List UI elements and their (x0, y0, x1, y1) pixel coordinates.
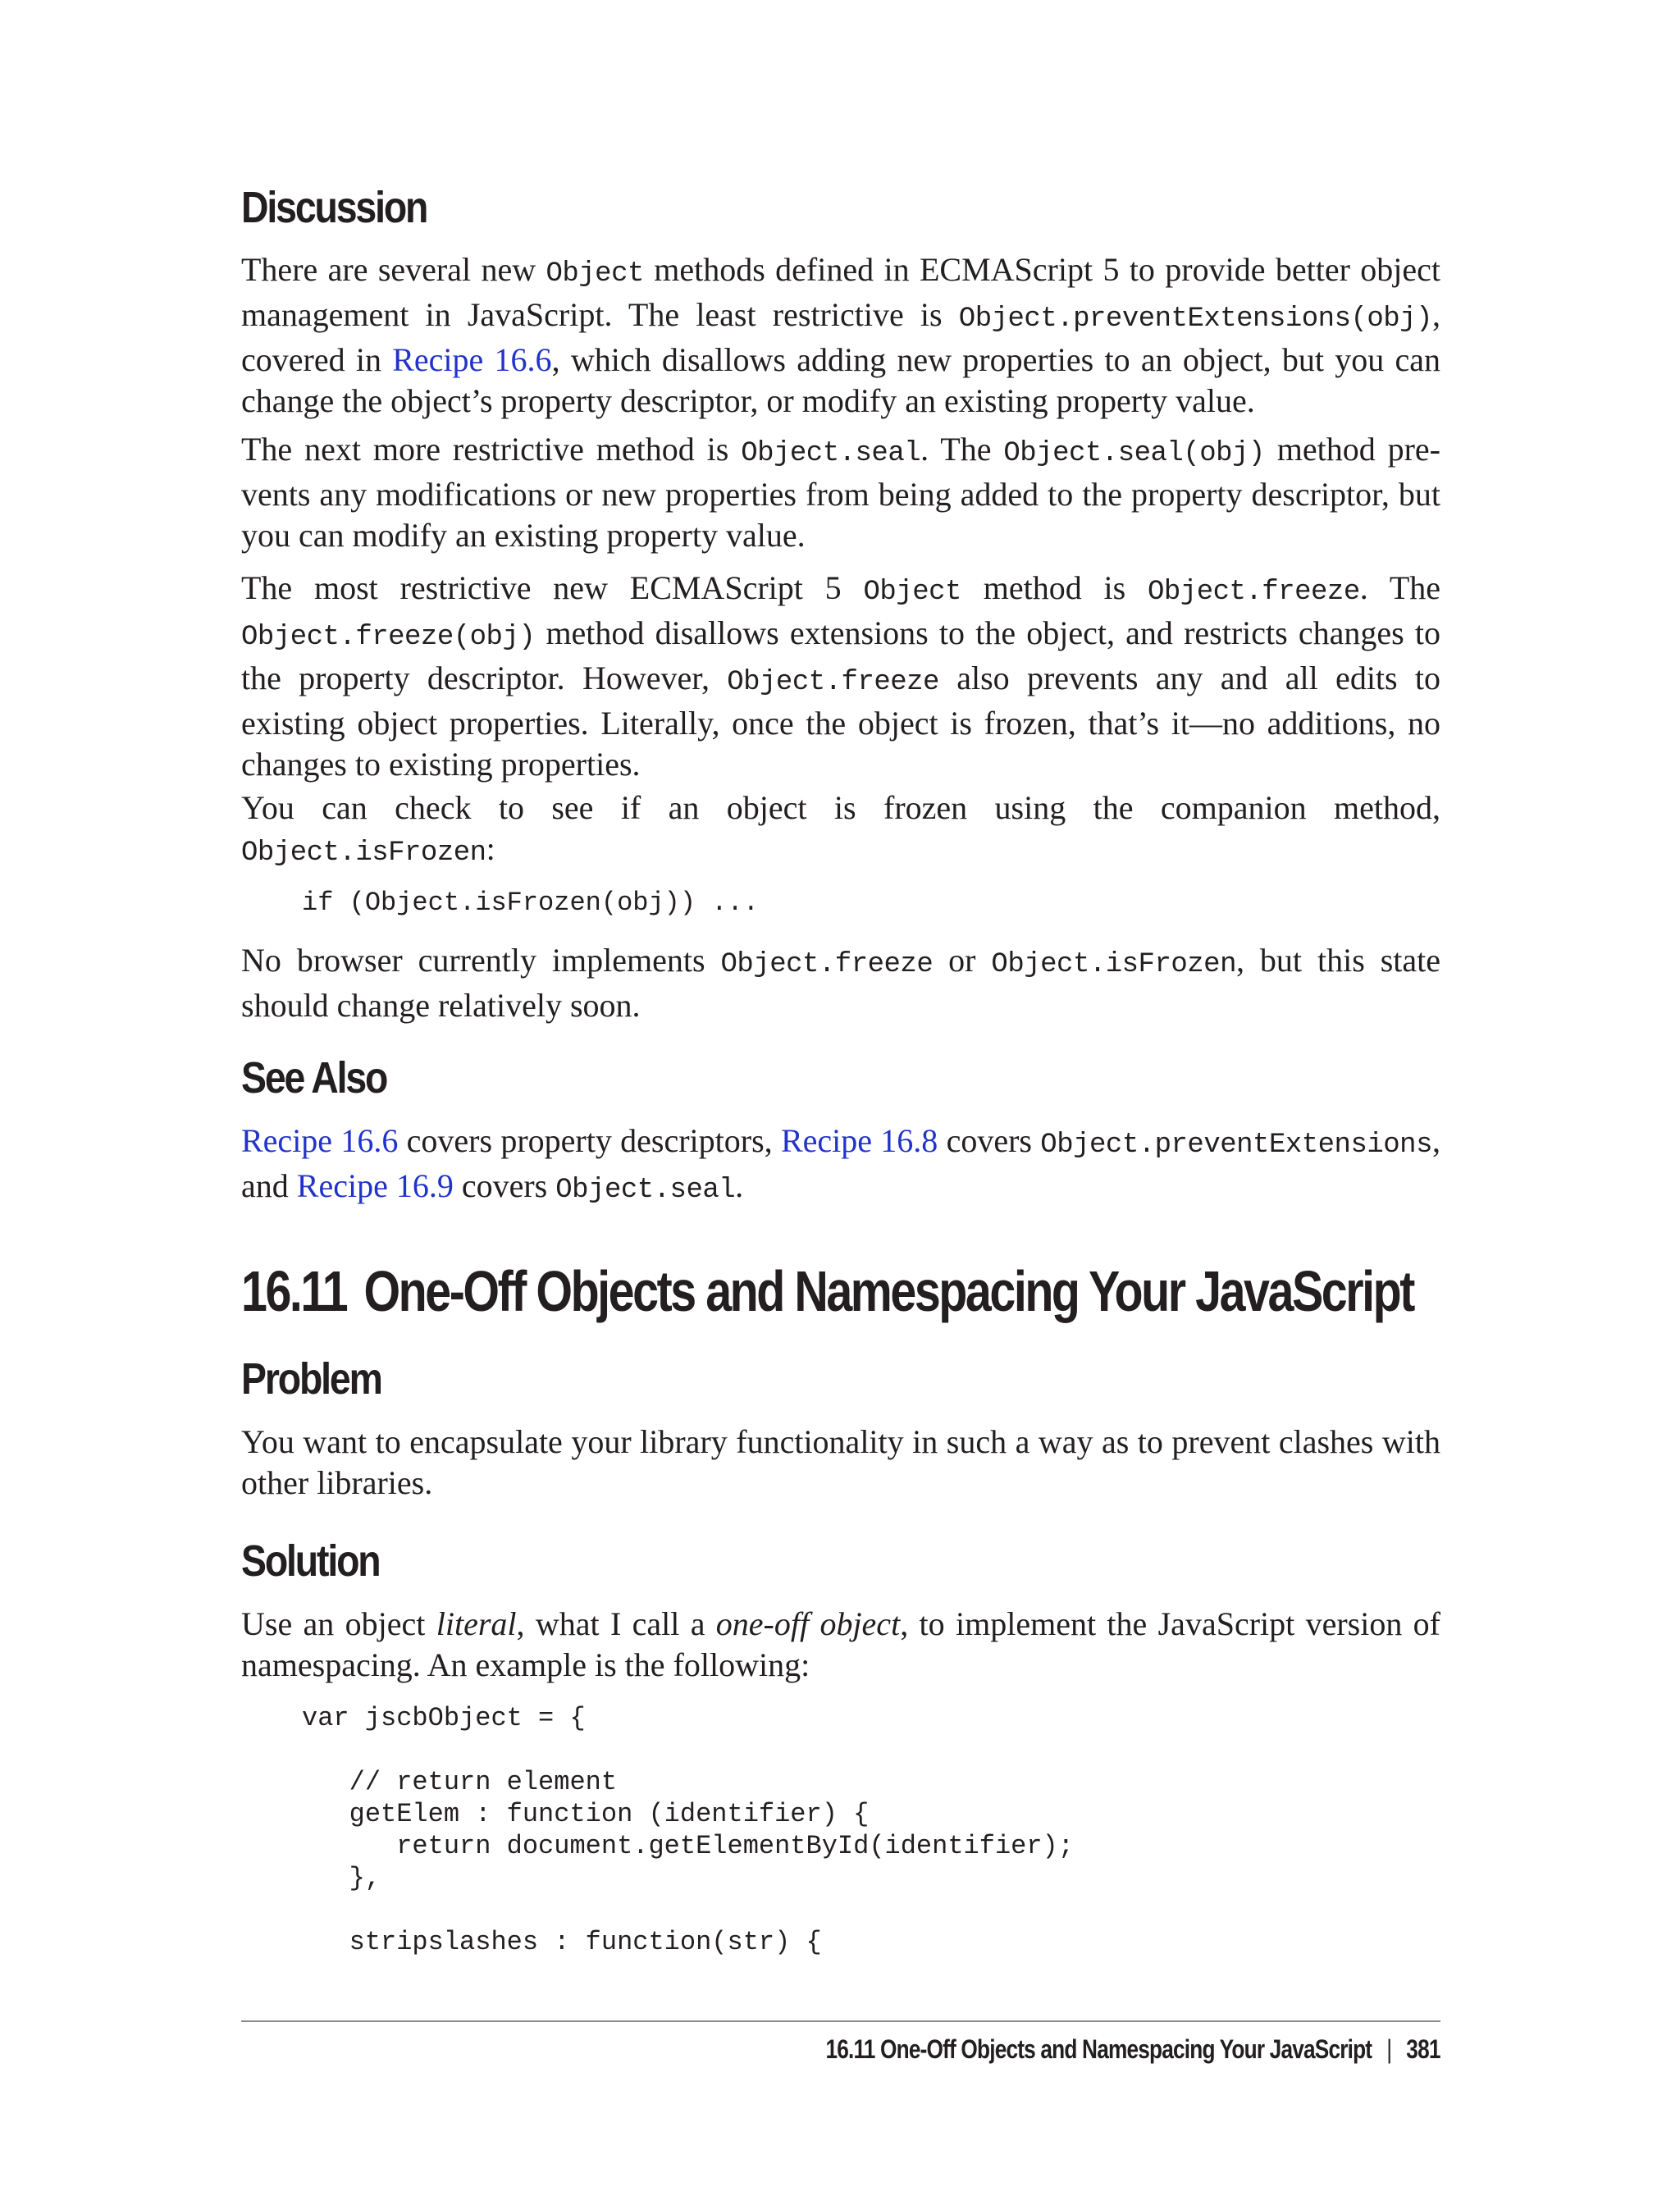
emphasis-text: literal (436, 1605, 517, 1642)
body-text: , covered in (241, 296, 1440, 378)
inline-code: Object (546, 258, 644, 290)
recipe-link[interactable]: Recipe 16.8 (780, 1122, 938, 1159)
discussion-paragraph-1 (241, 249, 1440, 422)
body-text: The most restrictive new ECMAScript 5 (241, 569, 864, 606)
inline-code: Object.seal (741, 438, 921, 469)
inline-code: Object.preventExtensions(obj) (958, 304, 1432, 335)
inline-code: Object.freeze (720, 949, 934, 980)
discussion-paragraph-5 (241, 940, 1440, 1026)
body-text: . (735, 1167, 744, 1204)
inline-code: Object.isFrozen (991, 949, 1236, 980)
body-text: method disallows extensions to the object, and restricts changes to the property descriptor. However, (241, 614, 1440, 696)
inline-code: Object.seal (555, 1175, 736, 1206)
problem-paragraph (241, 1422, 1440, 1504)
body-text: , and (241, 1122, 1440, 1204)
section-title-text: One-Off Objects and Namespacing Your JavaScript (363, 1259, 1413, 1323)
body-text: covers (453, 1167, 556, 1204)
body-text: The next more restrictive method is (241, 431, 742, 468)
running-footer (826, 2029, 1440, 2069)
body-text: . The (1359, 569, 1441, 606)
body-text: method is (961, 569, 1148, 606)
inline-code: Object.preventExtensions (1040, 1130, 1432, 1161)
body-text: also prevents any and all edits to existing object properties. Literally, once the object is frozen, that’s it—no additions, no changes to existing properties. (241, 660, 1440, 783)
footer-separator: | (1386, 2034, 1392, 2064)
body-text: There are several new (241, 251, 546, 288)
body-text: You can check to see if an object is frozen using the companion method, (241, 789, 1440, 826)
emphasis-text: one-off object (715, 1605, 901, 1642)
page-number: 381 (1406, 2034, 1440, 2064)
code-isfrozen: if (Object.isFrozen(obj)) ... (302, 888, 759, 918)
inline-code: Object.freeze (727, 667, 939, 698)
body-text: No browser currently implements (241, 942, 721, 979)
body-text: You want to encapsulate your library functionality in such a way as to prevent clashes with other libraries. (241, 1423, 1440, 1501)
inline-code: Object (863, 577, 961, 608)
section-title (241, 1258, 1413, 1324)
body-text: Use an object (241, 1605, 436, 1642)
footer-section-label: 16.11 One-Off Objects and Namespacing Your JavaScript (825, 2034, 1372, 2064)
body-text: covers (938, 1122, 1041, 1159)
body-text: covers property descriptors, (398, 1122, 781, 1159)
body-text: method prevents any modifications or new properties from being added to the property descriptor, but you can modify an existing property value. (241, 431, 1440, 554)
inline-code: Object.freeze(obj) (241, 622, 536, 653)
body-text: or (933, 942, 992, 979)
footer-rule (241, 2020, 1440, 2022)
body-text: : (486, 830, 495, 867)
recipe-link[interactable]: Recipe 16.9 (296, 1167, 454, 1204)
inline-code: Object.freeze (1147, 577, 1360, 608)
solution-heading: Solution (241, 1536, 380, 1586)
see-also-paragraph (241, 1121, 1440, 1211)
discussion-paragraph-2 (241, 429, 1440, 556)
discussion-paragraph-4 (241, 788, 1440, 874)
body-text: , but this state should change relatively soon. (241, 942, 1440, 1024)
problem-heading: Problem (241, 1354, 381, 1404)
see-also-heading: See Also (241, 1053, 387, 1102)
body-text: , to implement the JavaScript version of namespacing. An example is the following: (241, 1605, 1440, 1683)
discussion-heading: Discussion (241, 183, 427, 232)
inline-code: Object.seal(obj) (1003, 438, 1265, 469)
body-text: methods defined in ECMAScript 5 to provide better object management in JavaScript. The least restrictive is (241, 251, 1440, 333)
body-text: , what I call a (516, 1605, 716, 1642)
discussion-paragraph-3 (241, 568, 1440, 785)
code-jscbobject: var jscbObject = { // return element getElem : function (identifier) { return document.getElementById(identifier); }, stripslashes : function(str) { (302, 1703, 1074, 1957)
body-text: , which disallows adding new properties to an object, but you can change the object’s property descriptor, or modify an existing property value. (241, 341, 1440, 419)
solution-paragraph (241, 1604, 1440, 1686)
inline-code: Object.isFrozen (241, 838, 486, 869)
section-number: 16.11 (241, 1259, 347, 1323)
book-page (241, 0, 1440, 2205)
recipe-link[interactable]: Recipe 16.6 (241, 1122, 399, 1159)
recipe-link[interactable]: Recipe 16.6 (392, 341, 552, 378)
body-text: . The (920, 431, 1004, 468)
